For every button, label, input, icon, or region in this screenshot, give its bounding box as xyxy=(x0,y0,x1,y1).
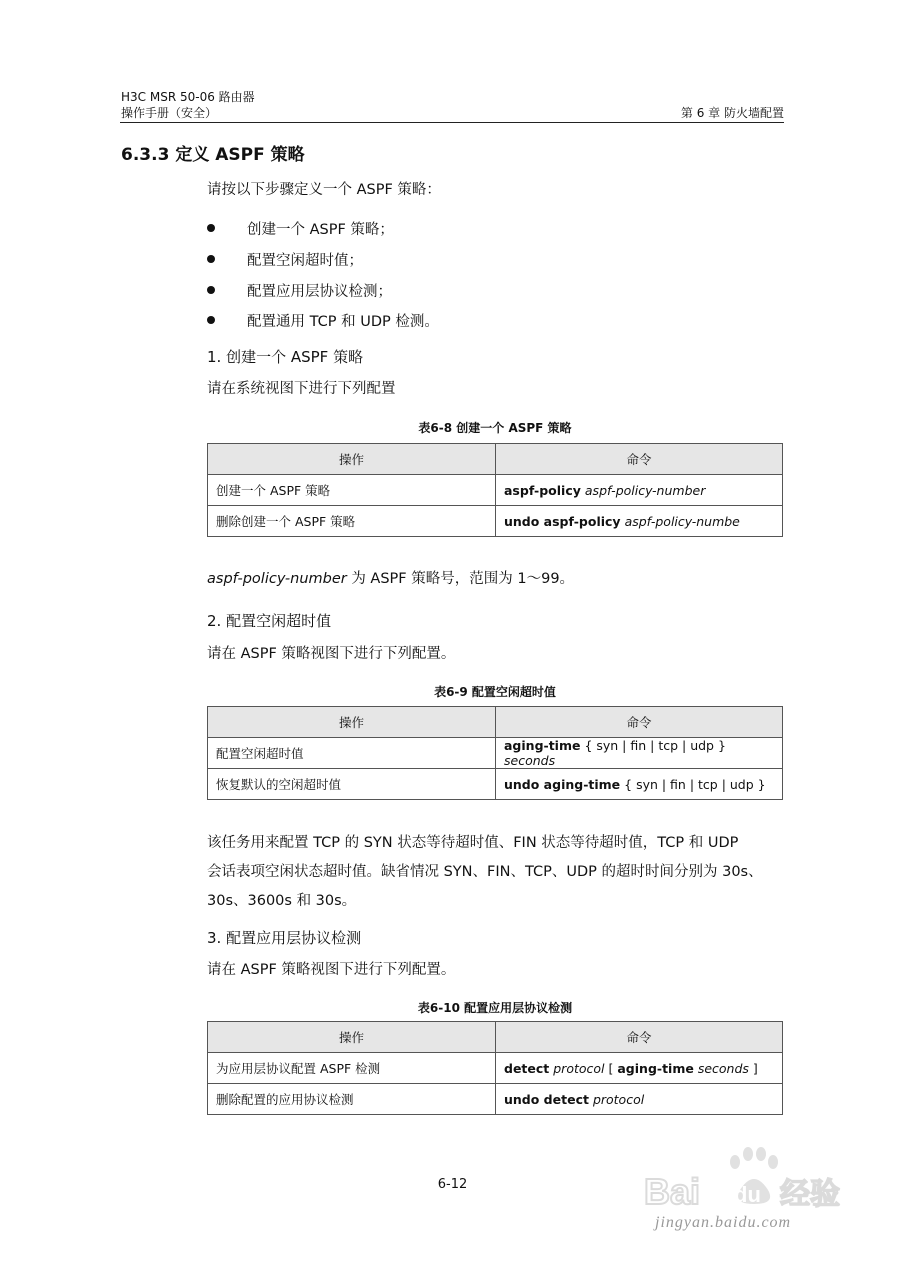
table-header-cmd: 命令 xyxy=(496,444,783,475)
page-number: 6-12 xyxy=(437,1177,468,1192)
bullet-icon xyxy=(207,316,215,324)
part3-title: 3. 配置应用层协议检测 xyxy=(207,929,362,947)
svg-text:经验: 经验 xyxy=(780,1177,840,1212)
header-product: H3C MSR 50-06 路由器 xyxy=(121,90,255,104)
op-cell: 恢复默认的空闲超时值 xyxy=(208,769,496,800)
part3-desc: 请在 ASPF 策略视图下进行下列配置。 xyxy=(207,962,456,978)
list-item: 配置通用 TCP 和 UDP 检测。 xyxy=(247,314,439,330)
table-header-op: 操作 xyxy=(208,1022,496,1053)
op-cell: 删除创建一个 ASPF 策略 xyxy=(208,506,496,537)
table-row xyxy=(208,1084,783,1115)
table-header-cmd: 命令 xyxy=(496,1022,783,1053)
op-cell: 删除配置的应用协议检测 xyxy=(208,1084,496,1115)
cmd-cell: undo aspf-policy aspf-policy-numbe xyxy=(496,506,783,537)
watermark-url: jingyan.baidu.com xyxy=(655,1214,792,1231)
bullet-icon xyxy=(207,224,215,232)
part2-title: 2. 配置空闲超时值 xyxy=(207,612,332,630)
table-row xyxy=(208,1053,783,1084)
table-6-9 xyxy=(207,706,783,800)
header-chapter: 第 6 章 防火墙配置 xyxy=(680,106,784,120)
op-cell: 为应用层协议配置 ASPF 检测 xyxy=(208,1053,496,1084)
table-header-op: 操作 xyxy=(208,444,496,475)
list-item: 配置空闲超时值； xyxy=(247,253,363,269)
cmd-cell: aspf-policy aspf-policy-number xyxy=(496,475,783,506)
table2-caption: 表6-9 配置空闲超时值 xyxy=(434,685,556,699)
part1-desc: 请在系统视图下进行下列配置 xyxy=(207,381,396,397)
table-row xyxy=(208,475,783,506)
svg-text:Bai: Bai xyxy=(644,1171,701,1212)
cmd-cell: detect protocol [ aging-time seconds ] xyxy=(496,1053,783,1084)
table3-caption: 表6-10 配置应用层协议检测 xyxy=(417,1001,573,1015)
table-header-op: 操作 xyxy=(208,707,496,738)
op-cell: 创建一个 ASPF 策略 xyxy=(208,475,496,506)
svg-text:du: du xyxy=(734,1182,761,1207)
op-cell: 配置空闲超时值 xyxy=(208,738,496,769)
list-item: 创建一个 ASPF 策略； xyxy=(247,222,394,238)
table-row xyxy=(208,738,783,769)
part1-title: 1. 创建一个 ASPF 策略 xyxy=(207,348,364,366)
header-divider xyxy=(120,122,784,123)
bullet-icon xyxy=(207,286,215,294)
list-item: 配置应用层协议检测； xyxy=(247,284,392,300)
cmd-cell: undo detect protocol xyxy=(496,1084,783,1115)
table1-caption: 表6-8 创建一个 ASPF 策略 xyxy=(418,421,572,435)
table-header-cmd: 命令 xyxy=(496,707,783,738)
header-manual: 操作手册（安全） xyxy=(121,106,218,120)
part2-note: 该任务用来配置 TCP 的 SYN 状态等待超时值、FIN 状态等待超时值，TCP 和 UDP 会话表项空闲状态超时值。缺省情况 SYN、FIN、TCP、UDP 的超时时间分别为 30s、 30s、3600s 和 30s。 xyxy=(207,835,763,909)
table-row xyxy=(208,506,783,537)
table-row xyxy=(208,769,783,800)
table-6-10 xyxy=(207,1021,783,1115)
part2-desc: 请在 ASPF 策略视图下进行下列配置。 xyxy=(207,646,456,662)
cmd-cell: undo aging-time { syn | fin | tcp | udp } xyxy=(496,769,783,800)
part1-note: aspf-policy-number 为 ASPF 策略号，范围为 1～99。 xyxy=(207,571,575,587)
section-intro: 请按以下步骤定义一个 ASPF 策略： xyxy=(207,182,441,198)
table-6-8 xyxy=(207,443,783,537)
bullet-icon xyxy=(207,255,215,263)
cmd-cell: aging-time { syn | fin | tcp | udp } seconds xyxy=(496,738,783,769)
section-title: 6.3.3 定义 ASPF 策略 xyxy=(121,145,305,165)
